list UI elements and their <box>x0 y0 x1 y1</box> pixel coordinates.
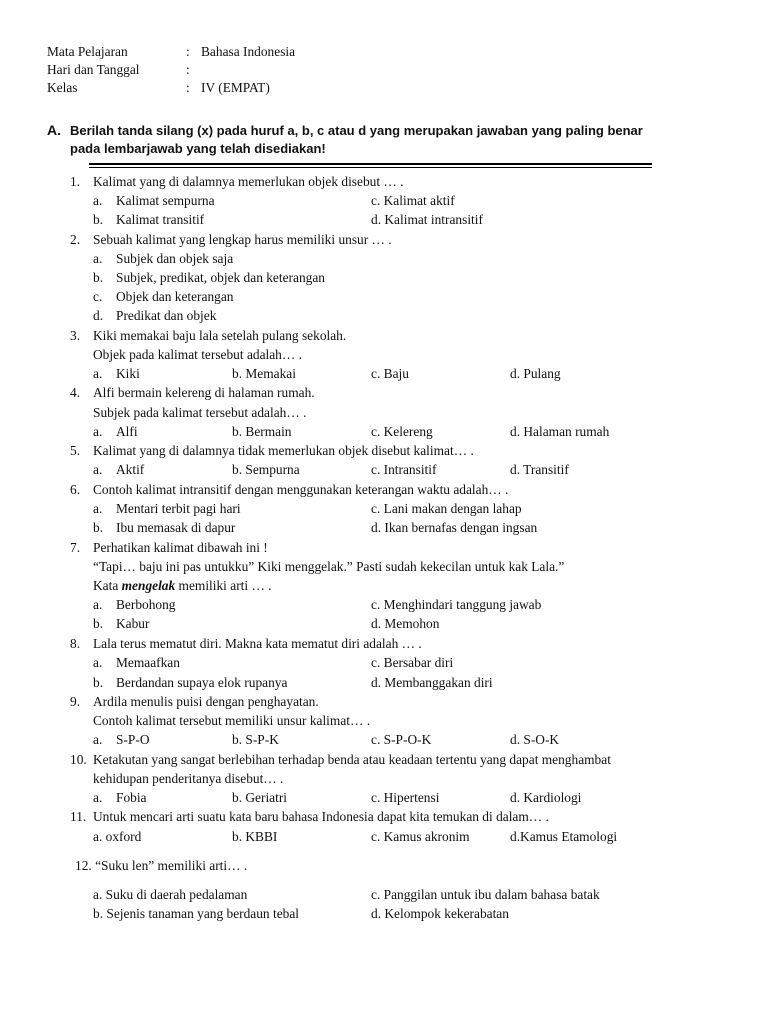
option-letter: a. <box>93 732 103 747</box>
option-b: b. Bermain <box>232 424 292 439</box>
option-a: S-P-O <box>116 732 150 747</box>
question-text: 12. “Suku len” memiliki arti… . <box>75 858 248 873</box>
question-text: Perhatikan kalimat dibawah ini ! <box>93 540 268 555</box>
kata-rest: memiliki arti … . <box>175 578 272 593</box>
question-subtext <box>93 578 272 594</box>
option-d: d. Kelompok kekerabatan <box>371 906 509 921</box>
option-letter: a. <box>93 501 103 516</box>
option-d: d. Ikan bernafas dengan ingsan <box>371 520 538 535</box>
header-label-subject: Mata Pelajaran <box>47 44 128 59</box>
option-a: Alfi <box>116 424 138 439</box>
option-letter: a. <box>93 251 103 266</box>
question-number: 1. <box>70 174 81 189</box>
option-c: Objek dan keterangan <box>116 289 234 304</box>
question-number: 4. <box>70 385 81 400</box>
option-letter: b. <box>93 675 104 690</box>
option-letter: a. <box>93 424 103 439</box>
question-quote: “Tapi… baju ini pas untukku” Kiki menggelak.” Pasti sudah kekecilan untuk kak Lala.” <box>93 559 565 574</box>
option-a: Mentari terbit pagi hari <box>116 501 241 516</box>
option-d: d. S-O-K <box>510 732 560 747</box>
question-text: Sebuah kalimat yang lengkap harus memiliki unsur … . <box>93 232 392 247</box>
header-value-class: IV (EMPAT) <box>201 80 270 95</box>
option-letter: b. <box>93 270 104 285</box>
question-text: Contoh kalimat intransitif dengan menggunakan keterangan waktu adalah… . <box>93 482 509 497</box>
option-d: d. Kalimat intransitif <box>371 212 483 227</box>
header-colon: : <box>186 80 190 95</box>
option-letter: a. <box>93 193 103 208</box>
option-letter: a. <box>93 366 103 381</box>
question-number: 10. <box>70 752 87 767</box>
option-d: d. Kardiologi <box>510 790 582 805</box>
question-subtext: kehidupan penderitanya disebut… . <box>93 771 284 786</box>
question-number: 8. <box>70 636 81 651</box>
question-text: Kalimat yang di dalamnya memerlukan objek disebut … . <box>93 174 404 189</box>
option-c: c. Bersabar diri <box>371 655 454 670</box>
question-text: Alfi bermain kelereng di halaman rumah. <box>93 385 315 400</box>
header-label-date: Hari dan Tanggal <box>47 62 140 77</box>
question-subtext: Subjek pada kalimat tersebut adalah… . <box>93 405 307 420</box>
option-a: Berbohong <box>116 597 176 612</box>
option-c: c. Lani makan dengan lahap <box>371 501 522 516</box>
option-b: Berdandan supaya elok rupanya <box>116 675 288 690</box>
option-b: b. KBBI <box>232 829 278 844</box>
option-a: Fobia <box>116 790 147 805</box>
option-d: Predikat dan objek <box>116 308 217 323</box>
option-c: c. Kamus akronim <box>371 829 470 844</box>
option-c: c. Kelereng <box>371 424 433 439</box>
option-b: Ibu memasak di dapur <box>116 520 236 535</box>
option-letter: a. <box>93 597 103 612</box>
question-number: 2. <box>70 232 81 247</box>
question-text: Ketakutan yang sangat berlebihan terhadap benda atau keadaan tertentu yang dapat menghambat <box>93 752 611 767</box>
option-a: Memaafkan <box>116 655 180 670</box>
option-b: b. Memakai <box>232 366 296 381</box>
question-number: 7. <box>70 540 81 555</box>
question-number: 5. <box>70 443 81 458</box>
instruction-line-1: Berilah tanda silang (x) pada huruf a, b, c atau d yang merupakan jawaban yang paling benar <box>70 123 643 138</box>
option-b: Subjek, predikat, objek dan keterangan <box>116 270 325 285</box>
option-letter: b. <box>93 520 104 535</box>
option-a: Kiki <box>116 366 140 381</box>
header-label-class: Kelas <box>47 80 78 95</box>
kata-label: Kata <box>93 578 122 593</box>
option-c: c. Hipertensi <box>371 790 440 805</box>
option-letter: d. <box>93 308 104 323</box>
option-a: a. Suku di daerah pedalaman <box>93 887 248 902</box>
option-d: d. Halaman rumah <box>510 424 610 439</box>
option-b: b. Geriatri <box>232 790 288 805</box>
option-a: Kalimat sempurna <box>116 193 215 208</box>
option-a: a. oxford <box>93 829 142 844</box>
question-number: 3. <box>70 328 81 343</box>
section-letter: A. <box>47 122 61 138</box>
question-subtext: Objek pada kalimat tersebut adalah… . <box>93 347 302 362</box>
instruction-line-2: pada lembarjawab yang telah disediakan! <box>70 141 326 156</box>
option-letter: a. <box>93 655 103 670</box>
question-text: Kalimat yang di dalamnya tidak memerlukan objek disebut kalimat… . <box>93 443 474 458</box>
option-letter: c. <box>93 289 103 304</box>
option-c: c. Baju <box>371 366 409 381</box>
option-b: b. Sejenis tanaman yang berdaun tebal <box>93 906 299 921</box>
option-b: b. Sempurna <box>232 462 300 477</box>
option-letter: b. <box>93 616 104 631</box>
question-number: 11. <box>70 809 87 824</box>
option-b: Kalimat transitif <box>116 212 205 227</box>
option-a: Subjek dan objek saja <box>116 251 234 266</box>
option-letter: a. <box>93 790 103 805</box>
option-d: d. Pulang <box>510 366 561 381</box>
question-subtext: Contoh kalimat tersebut memiliki unsur kalimat… . <box>93 713 371 728</box>
question-text: Kiki memakai baju lala setelah pulang sekolah. <box>93 328 347 343</box>
option-d: d. Membanggakan diri <box>371 675 493 690</box>
question-text: Lala terus mematut diri. Makna kata mematut diri adalah … . <box>93 636 422 651</box>
option-c: c. Panggilan untuk ibu dalam bahasa batak <box>371 887 600 902</box>
divider-thin <box>89 167 652 168</box>
option-c: c. Menghindari tanggung jawab <box>371 597 542 612</box>
highlighted-word: mengelak <box>121 578 176 593</box>
question-text: Untuk mencari arti suatu kata baru bahasa Indonesia dapat kita temukan di dalam… . <box>93 809 549 824</box>
question-number: 9. <box>70 694 81 709</box>
question-text: Ardila menulis puisi dengan penghayatan. <box>93 694 319 709</box>
option-d: d.Kamus Etamologi <box>510 829 618 844</box>
divider-thick <box>89 163 652 165</box>
option-d: d. Memohon <box>371 616 440 631</box>
option-c: c. S-P-O-K <box>371 732 432 747</box>
option-d: d. Transitif <box>510 462 569 477</box>
option-c: c. Kalimat aktif <box>371 193 455 208</box>
header-colon: : <box>186 62 190 77</box>
question-number: 6. <box>70 482 81 497</box>
option-letter: b. <box>93 212 104 227</box>
option-letter: a. <box>93 462 103 477</box>
option-b: b. S-P-K <box>232 732 279 747</box>
option-a: Aktif <box>116 462 145 477</box>
header-colon: : <box>186 44 190 59</box>
option-b: Kabur <box>116 616 150 631</box>
option-c: c. Intransitif <box>371 462 437 477</box>
header-value-subject: Bahasa Indonesia <box>201 44 296 59</box>
